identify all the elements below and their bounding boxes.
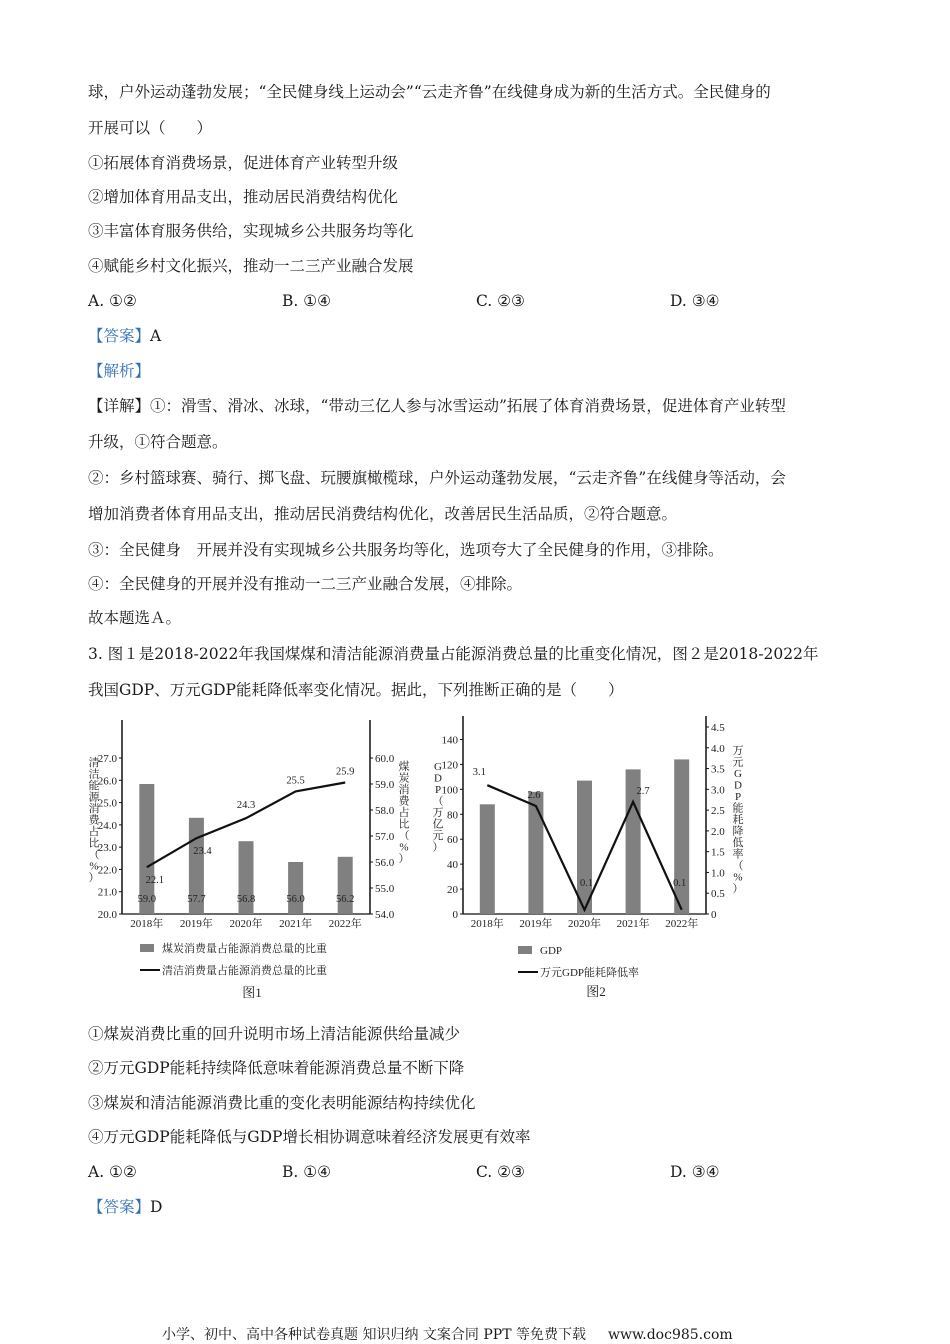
y-axis-left-title: 清洁能源消费占比（%） [88, 757, 100, 884]
figure-2-chart [428, 710, 750, 1004]
answer-value: D [150, 1198, 163, 1216]
answer-value: A [150, 327, 162, 345]
left-tick-label: 20.0 [97, 909, 117, 921]
line-value-label: 3.1 [472, 767, 486, 779]
left-tick-label: 0 [452, 909, 458, 921]
x-tick-label: 2022年 [328, 918, 362, 930]
figure-caption: 图1 [242, 985, 262, 1000]
q2-item-3: ③丰富体育服务供给，实现城乡公共服务均等化 [88, 222, 414, 240]
right-tick-label: 57.0 [375, 831, 395, 843]
bar-value-label: 56.2 [336, 894, 355, 905]
right-tick-label: 4.0 [711, 742, 725, 755]
bar [338, 857, 353, 914]
answer-tag: 【答案】 [88, 327, 151, 345]
q3-item-3: ③煤炭和清洁能源消费比重的变化表明能源结构持续优化 [88, 1094, 476, 1112]
right-tick-label: 3.0 [711, 784, 725, 797]
q2-option-d: D. ③④ [670, 292, 720, 310]
detail-tag: 【详解】 [88, 397, 151, 415]
q2-analysis-tag [88, 360, 150, 382]
detail-text: ①：滑雪、滑冰、冰球，“带动三亿人参与冰雪运动”拓展了体育消费场景，促进体育产业转型 [150, 397, 786, 415]
q2-stem-line-1: 球，户外运动蓬勃发展；“全民健身线上运动会”“云走齐鲁”在线健身成为新的生活方式。全民健身的 [88, 83, 771, 101]
right-tick-label: 0 [711, 909, 717, 921]
left-tick-label: 60 [447, 834, 458, 847]
right-tick-label: 60.0 [375, 753, 395, 765]
bar-value-label: 59.0 [137, 894, 156, 905]
right-tick-label: 1.0 [711, 867, 725, 880]
line-value-label: 2.7 [636, 785, 650, 797]
legend-bar-swatch [140, 944, 154, 952]
x-tick-label: 2019年 [519, 918, 553, 930]
line-value-label: 0.1 [579, 877, 594, 889]
q2-answer [88, 325, 161, 347]
bar [288, 862, 303, 914]
figure-1 [84, 712, 414, 1004]
q2-detail-line-3: ②：乡村篮球赛、骑行、掷飞盘、玩腰旗橄榄球，户外运动蓬勃发展，“云走齐鲁”在线健身等活动，会 [88, 469, 786, 487]
bar [577, 781, 592, 914]
legend-bar-label: GDP [540, 945, 563, 957]
right-tick-label: 3.5 [711, 763, 725, 776]
footer-text: 小学、初中、高中各种试卷真题 知识归纳 文案合同 PPT 等免费下载 [162, 1327, 586, 1343]
right-tick-label: 55.0 [375, 883, 395, 895]
footer-url[interactable]: www.doc985.com [607, 1327, 733, 1343]
q2-option-b: B. ①④ [282, 292, 332, 310]
y-axis-right-title: 万元 G D P 能耗降低率（%） [732, 745, 744, 895]
line-value-label: 0.1 [673, 877, 687, 889]
right-tick-label: 56.0 [375, 857, 395, 869]
page-footer [162, 1324, 733, 1344]
q3-option-c: C. ②③ [476, 1163, 525, 1181]
right-tick-label: 1.5 [711, 846, 725, 859]
left-tick-label: 80 [447, 809, 458, 822]
right-tick-label: 59.0 [375, 779, 395, 791]
x-tick-label: 2018年 [130, 918, 164, 930]
q2-option-a: A. ①② [88, 292, 137, 310]
left-tick-label: 25.0 [97, 797, 117, 810]
x-tick-label: 2020年 [568, 918, 601, 930]
figure-caption: 图2 [586, 984, 606, 999]
answer-tag: 【答案】 [88, 1198, 151, 1216]
right-tick-label: 58.0 [375, 805, 395, 817]
right-tick-label: 2.0 [711, 825, 725, 838]
left-tick-label: 24.0 [97, 819, 117, 832]
x-tick-label: 2020年 [229, 918, 263, 930]
right-tick-label: 2.5 [711, 805, 725, 818]
left-tick-label: 23.0 [97, 842, 117, 855]
x-tick-label: 2021年 [279, 918, 313, 930]
q2-detail-line-5: ③：全民健身 开展并没有实现城乡公共服务均等化，选项夸大了全民健身的作用，③排除。 [88, 541, 724, 559]
bar-value-label: 57.7 [187, 894, 206, 905]
q2-stem-line-2: 开展可以（ ） [88, 119, 213, 137]
left-tick-label: 120 [441, 759, 458, 772]
q2-detail-line-4: 增加消费者体育用品支出，推动居民消费结构优化，改善居民生活品质，②符合题意。 [88, 505, 678, 523]
legend-line-label: 清洁消费量占能源消费总量的比重 [162, 965, 327, 977]
q2-item-4: ④赋能乡村文化振兴，推动一二三产业融合发展 [88, 257, 414, 275]
legend-bar-swatch [518, 946, 532, 954]
figure-2 [428, 710, 750, 1004]
q2-detail-line-2: 升级，①符合题意。 [88, 433, 228, 451]
figure-1-chart [84, 712, 414, 1004]
q3-stem-line-1: 3. 图１是2018-2022年我国煤煤和清洁能源消费量占能源消费总量的比重变化情况，图２是2018-2022年 [88, 645, 819, 663]
left-tick-label: 27.0 [97, 753, 117, 765]
q3-item-2: ②万元GDP能耗持续降低意味着能源消费总量不断下降 [88, 1059, 465, 1077]
q2-option-c: C. ②③ [476, 292, 525, 310]
q2-detail-line-1 [88, 395, 786, 417]
analysis-tag: 【解析】 [88, 362, 151, 380]
bar [527, 789, 543, 914]
q2-item-1: ①拓展体育消费场景，促进体育产业转型升级 [88, 154, 399, 172]
q2-detail-line-6: ④：全民健身的开展并没有推动一二三产业融合发展，④排除。 [88, 575, 523, 593]
legend-line-label: 万元GDP能耗降低率 [540, 967, 640, 979]
q3-item-4: ④万元GDP能耗降低与GDP增长相协调意味着经济发展更有效率 [88, 1128, 531, 1146]
y-axis-left-title: G D P （万亿元） [432, 761, 444, 854]
right-tick-label: 54.0 [375, 909, 395, 921]
x-tick-label: 2021年 [616, 918, 650, 930]
q3-option-b: B. ①④ [282, 1163, 332, 1181]
line-value-label: 23.4 [193, 846, 212, 858]
x-tick-label: 2018年 [470, 918, 504, 930]
q3-option-a: A. ①② [88, 1163, 137, 1181]
line-value-label: 2.6 [527, 789, 541, 801]
line-value-label: 25.9 [336, 766, 355, 778]
q2-conclusion: 故本题选Ａ。 [88, 609, 182, 627]
x-tick-label: 2022年 [665, 918, 699, 930]
left-tick-label: 100 [441, 784, 458, 797]
bar [480, 804, 495, 914]
legend-bar-label: 煤炭消费量占能源消费总量的比重 [162, 943, 327, 955]
left-tick-label: 21.0 [97, 886, 117, 899]
right-tick-label: 4.5 [711, 722, 725, 734]
left-tick-label: 26.0 [97, 775, 117, 788]
right-tick-label: 0.5 [711, 888, 725, 901]
q3-answer [88, 1196, 162, 1218]
line-value-label: 24.3 [236, 800, 256, 812]
left-tick-label: 40 [447, 859, 458, 872]
q2-item-2: ②增加体育用品支出，推动居民消费结构优化 [88, 188, 399, 206]
bar-value-label: 56.0 [286, 894, 305, 905]
left-tick-label: 20 [447, 884, 458, 897]
q3-stem-line-2: 我国GDP、万元GDP能耗降低率变化情况。据此，下列推断正确的是（ ） [88, 681, 624, 699]
left-tick-label: 22.0 [97, 864, 117, 877]
bar [674, 759, 689, 914]
bar-value-label: 56.8 [236, 894, 256, 905]
line-value-label: 22.1 [145, 875, 164, 887]
y-axis-right-title: 煤炭消费占比（%） [398, 761, 410, 865]
left-tick-label: 140 [441, 734, 458, 747]
x-tick-label: 2019年 [179, 918, 213, 930]
q3-item-1: ①煤炭消费比重的回升说明市场上清洁能源供给量减少 [88, 1025, 461, 1043]
q3-option-d: D. ③④ [670, 1163, 720, 1181]
line-value-label: 25.5 [286, 775, 305, 787]
